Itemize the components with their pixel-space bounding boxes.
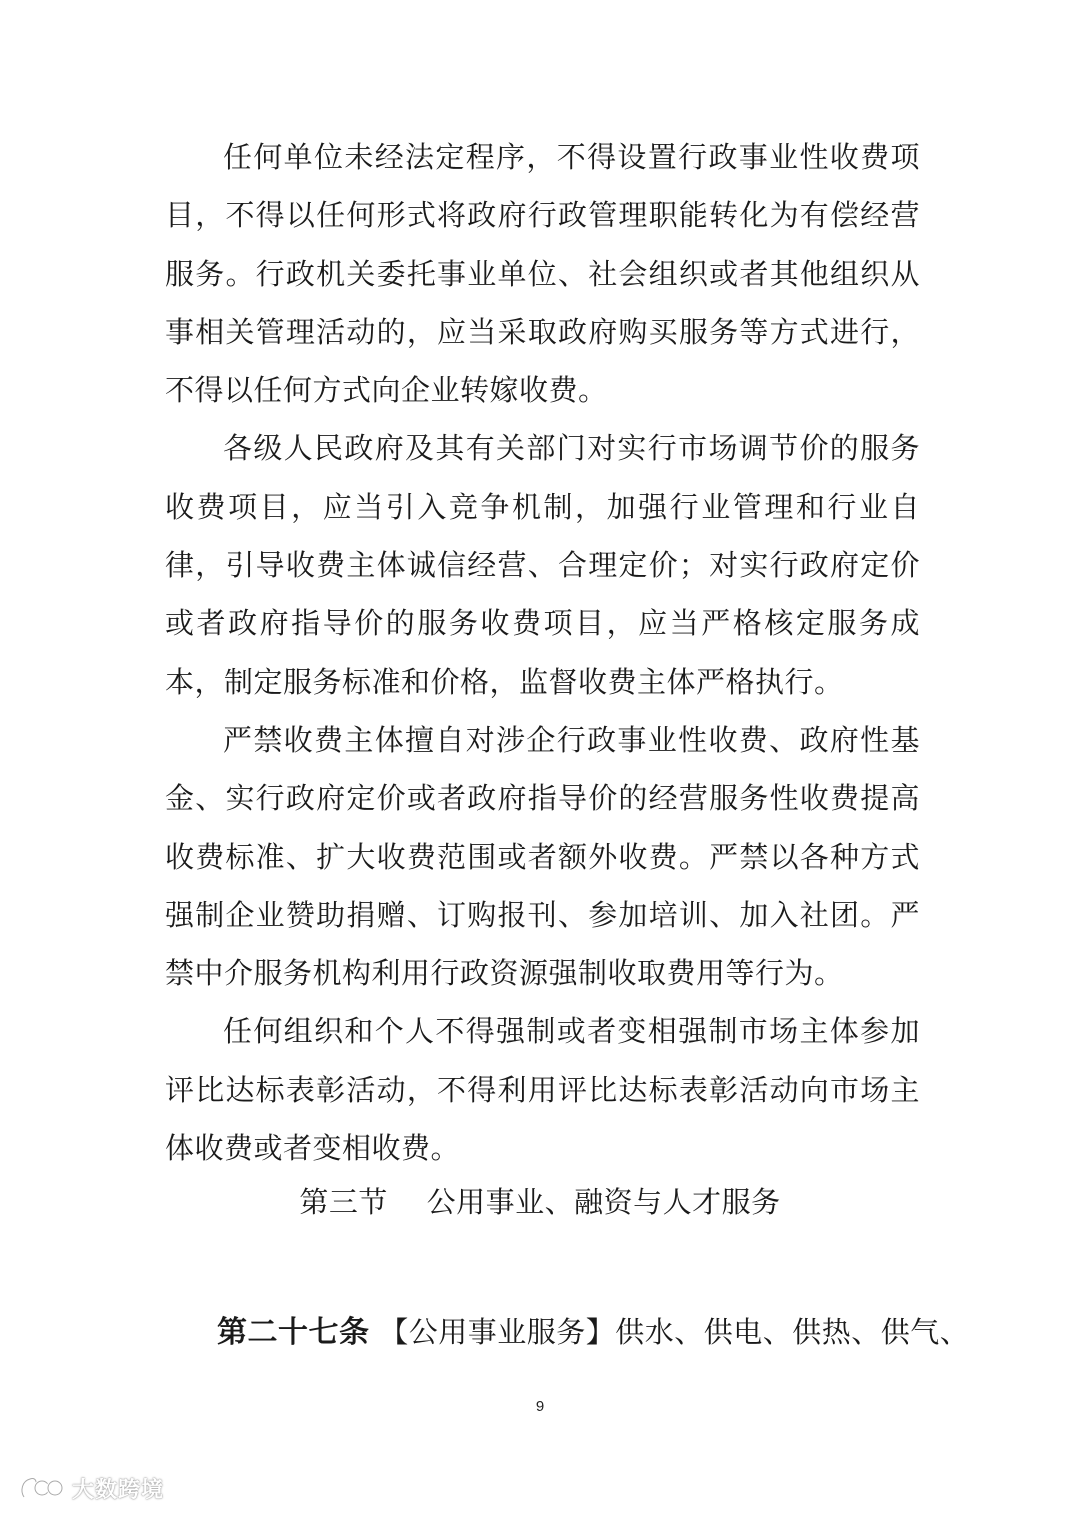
- article-heading: 【公用事业服务】: [379, 1315, 616, 1349]
- paragraph-2: 各级人民政府及其有关部门对实行市场调节价的服务收费项目，应当引入竞争机制，加强行业管理和行业自律，引导收费主体诚信经营、合理定价；对实行政府定价或者政府指导价的服务收费项目，应当严格核定服务成本，制定服务标准和价格，监督收费主体严格执行。: [165, 431, 920, 699]
- watermark: [18, 1468, 164, 1508]
- article-number: 第二十七条: [217, 1315, 370, 1350]
- watermark-text: 大数跨境: [72, 1477, 165, 1503]
- section-title: 第三节 公用事业、融资与人才服务: [299, 1185, 781, 1219]
- brand-logo-icon: [18, 1473, 64, 1503]
- paragraph-4: 任何组织和个人不得强制或者变相强制市场主体参加评比达标表彰活动，不得利用评比达标表彰活动向市场主体收费或者变相收费。: [165, 1014, 920, 1166]
- paragraph-3: 严禁收费主体擅自对涉企行政事业性收费、政府性基金、实行政府定价或者政府指导价的经营服务性收费提高收费标准、扩大收费范围或者额外收费。严禁以各种方式强制企业赞助捐赠、订购报刊、参加培训、加入社团。严禁中介服务机构利用行政资源强制收取费用等行为。: [165, 722, 920, 991]
- paragraph-1: 任何单位未经法定程序，不得设置行政事业性收费项目，不得以任何形式将政府行政管理职能转化为有偿经营服务。行政机关委托事业单位、社会组织或者其他组织从事相关管理活动的，应当采取政府购买服务等方式进行，不得以任何方式向企业转嫁收费。: [165, 140, 920, 408]
- article-27: [217, 1310, 970, 1355]
- page-number: 9: [535, 1398, 545, 1415]
- article-text: 供水、供电、供热、供气、: [615, 1315, 970, 1349]
- body-text: [165, 128, 920, 1177]
